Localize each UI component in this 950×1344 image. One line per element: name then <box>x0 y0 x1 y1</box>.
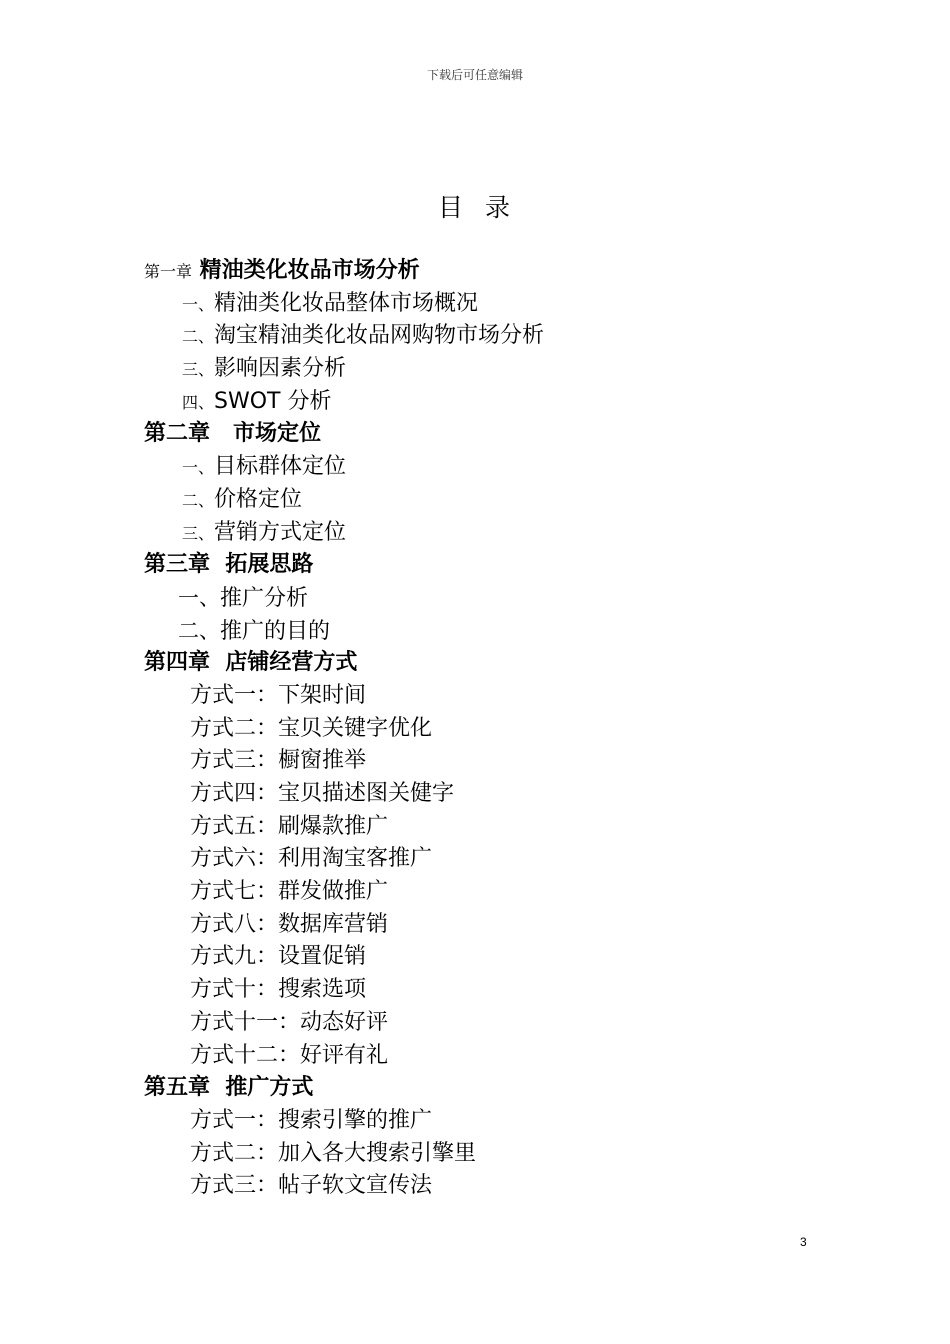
section-title: 推广的目的 <box>220 618 331 644</box>
section-number: 四、 <box>182 392 215 412</box>
section-title: 营销方式定位 <box>214 519 347 545</box>
chapter-1-section-1 <box>0 288 950 321</box>
section-number: 二、 <box>182 490 215 510</box>
chapter-5-method-2: 方式二：加入各大搜索引擎里 <box>190 1140 477 1166</box>
chapter-4-method-10: 方式十：搜索选项 <box>190 977 367 1003</box>
chapter-1-title: 精油类化妆品市场分析 <box>192 258 420 283</box>
chapter-3-section-1 <box>0 582 950 615</box>
chapter-5-method-1: 方式一：搜索引擎的推广 <box>190 1107 433 1133</box>
chapter-4-method-9: 方式九：设置促销 <box>190 944 367 970</box>
toc-title: 目 录 <box>438 193 512 222</box>
chapter-4-method-3: 方式三：橱窗推举 <box>190 748 367 774</box>
chapter-2-heading: 第二章 市场定位 <box>144 421 321 447</box>
chapter-1-prefix: 第一章 <box>144 262 193 281</box>
chapter-2-section-3 <box>0 517 950 550</box>
chapter-3-section-2 <box>0 615 950 648</box>
chapter-4-method-11: 方式十一：动态好评 <box>190 1009 389 1035</box>
chapter-4-method-5: 方式五：刷爆款推广 <box>190 813 389 839</box>
section-title: 淘宝精油类化妆品网购物市场分析 <box>214 323 545 349</box>
chapter-3-heading: 第三章 拓展思路 <box>144 552 314 578</box>
section-number: 二、 <box>178 618 220 643</box>
chapter-1-section-4 <box>0 386 950 419</box>
chapter-4-method-12: 方式十二：好评有礼 <box>190 1042 389 1068</box>
section-number: 一、 <box>178 585 220 610</box>
section-title: 推广分析 <box>220 585 309 611</box>
chapter-5-heading: 第五章 推广方式 <box>144 1075 314 1101</box>
section-number: 三、 <box>182 523 215 543</box>
chapter-4-method-8: 方式八：数据库营销 <box>190 911 389 937</box>
section-title: SWOT 分析 <box>214 388 332 414</box>
chapter-2-section-2 <box>0 484 950 517</box>
page-number: 3 <box>800 1235 807 1249</box>
section-number: 二、 <box>182 327 215 347</box>
table-of-contents <box>0 255 950 1203</box>
chapter-4-heading: 第四章 店铺经营方式 <box>144 650 358 676</box>
chapter-1-section-3 <box>0 353 950 386</box>
chapter-1-heading <box>0 255 950 288</box>
section-title: 影响因素分析 <box>214 356 347 382</box>
chapter-4-method-2: 方式二：宝贝关键字优化 <box>190 715 433 741</box>
section-number: 三、 <box>182 360 215 380</box>
chapter-2-section-1 <box>0 451 950 484</box>
section-title: 精油类化妆品整体市场概况 <box>214 290 479 316</box>
section-title: 目标群体定位 <box>214 454 347 480</box>
chapter-5-method-3: 方式三：帖子软文宣传法 <box>190 1173 433 1199</box>
chapter-4-method-6: 方式六：利用淘宝客推广 <box>190 846 433 872</box>
section-number: 一、 <box>182 294 215 314</box>
chapter-1-section-2 <box>0 320 950 353</box>
chapter-4-method-4: 方式四：宝贝描述图关健字 <box>190 781 455 806</box>
chapter-4-method-1: 方式一：下架时间 <box>190 682 367 708</box>
chapter-4-method-7: 方式七：群发做推广 <box>190 879 389 905</box>
section-number: 一、 <box>182 458 215 478</box>
page-header: 下载后可任意编辑 <box>426 68 523 82</box>
section-title: 价格定位 <box>214 486 303 512</box>
